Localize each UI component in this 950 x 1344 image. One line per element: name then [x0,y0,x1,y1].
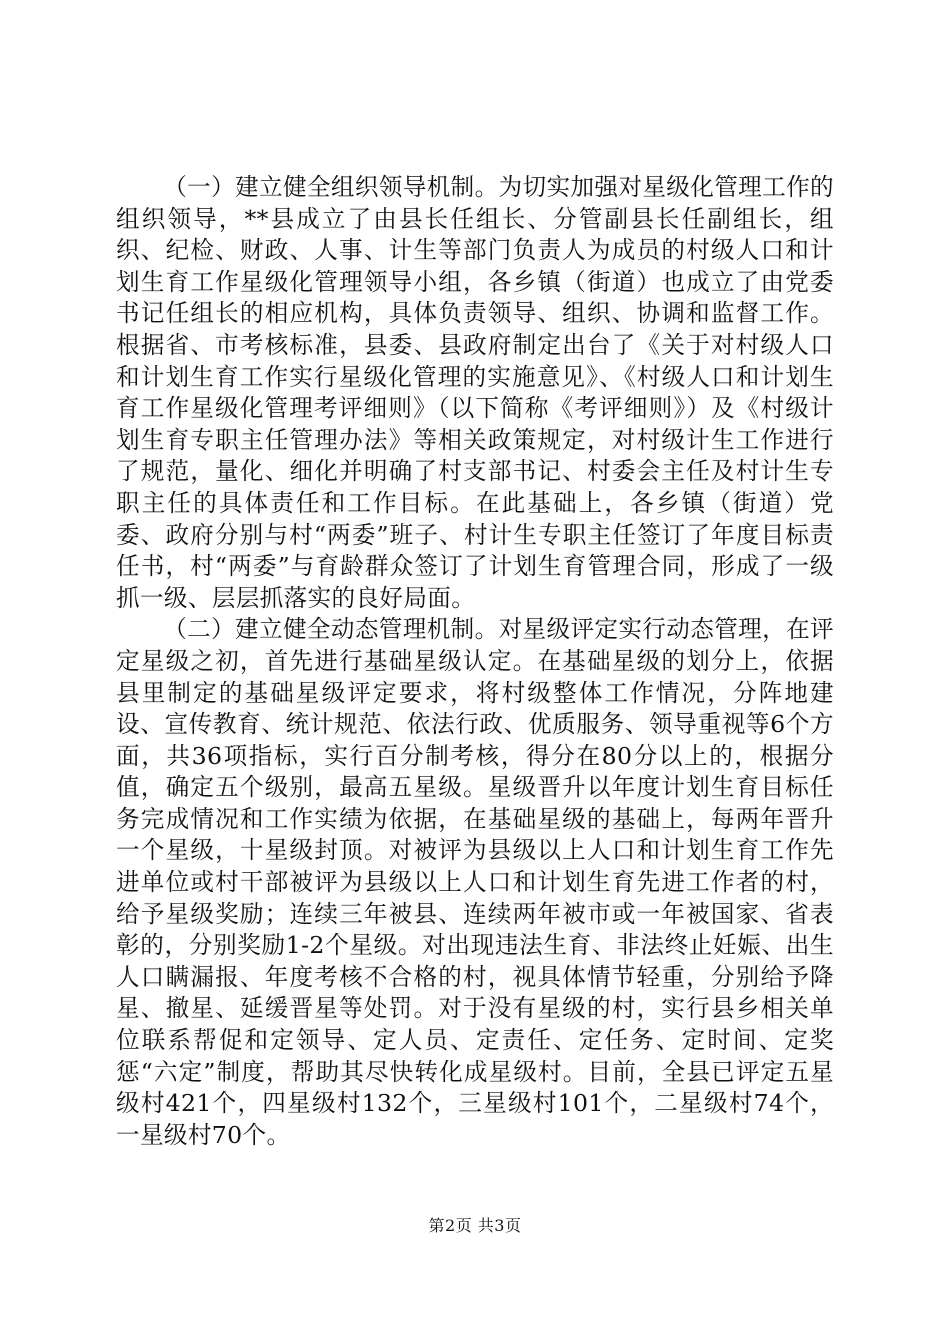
paragraph-organization-mechanism: （一）建立健全组织领导机制。为切实加强对星级化管理工作的组织领导，**县成立了由县长任组长、分管副县长任副组长，组织、纪检、财政、人事、计生等部门负责人为成员的村级人口和计划生育工作星级化管理领导小组，各乡镇（街道）也成立了由党委书记任组长的相应机构，具体负责领导、组织、协调和监督工作。根据省、市考核标准，县委、县政府制定出台了《关于对村级人口和计划生育工作实行星级化管理的实施意见》、《村级人口和计划生育工作星级化管理考评细则》（以下简称《考评细则》）及《村级计划生育专职主任管理办法》等相关政策规定，对村级计生工作进行了规范，量化、细化并明确了村支部书记、村委会主任及村计生专职主任的具体责任和工作目标。在此基础上，各乡镇（街道）党委、政府分别与村“两委”班子、村计生专职主任签订了年度目标责任书，村“两委”与育龄群众签订了计划生育管理合同，形成了一级抓一级、层层抓落实的良好局面。 [116,173,834,612]
document-body [116,172,834,1151]
page-footer: 第2页 共3页 [428,1216,522,1235]
paragraph-dynamic-management: （二）建立健全动态管理机制。对星级评定实行动态管理，在评定星级之初，首先进行基础星级认定。在基础星级的划分上，依据县里制定的基础星级评定要求，将村级整体工作情况，分阵地建设、宣传教育、统计规范、依法行政、优质服务、领导重视等6个方面，共36项指标，实行百分制考核，得分在80分以上的，根据分值，确定五个级别，最高五星级。星级晋升以年度计划生育目标任务完成情况和工作实绩为依据，在基础星级的基础上，每两年晋升一个星级，十星级封顶。对被评为县级以上人口和计划生育工作先进单位或村干部被评为县级以上人口和计划生育先进工作者的村，给予星级奖励；连续三年被县、连续两年被市或一年被国家、省表彰的，分别奖励1-2个星级。对出现违法生育、非法终止妊娠、出生人口瞒漏报、年度考核不合格的村，视具体情节轻重，分别给予降星、撤星、延缓晋星等处罚。对于没有星级的村，实行县乡相关单位联系帮促和定领导、定人员、定责任、定任务、定时间、定奖惩“六定”制度，帮助其尽快转化成星级村。目前，全县已评定五星级村421个，四星级村132个，三星级村101个，二星级村74个，一星级村70个。 [116,615,834,1149]
